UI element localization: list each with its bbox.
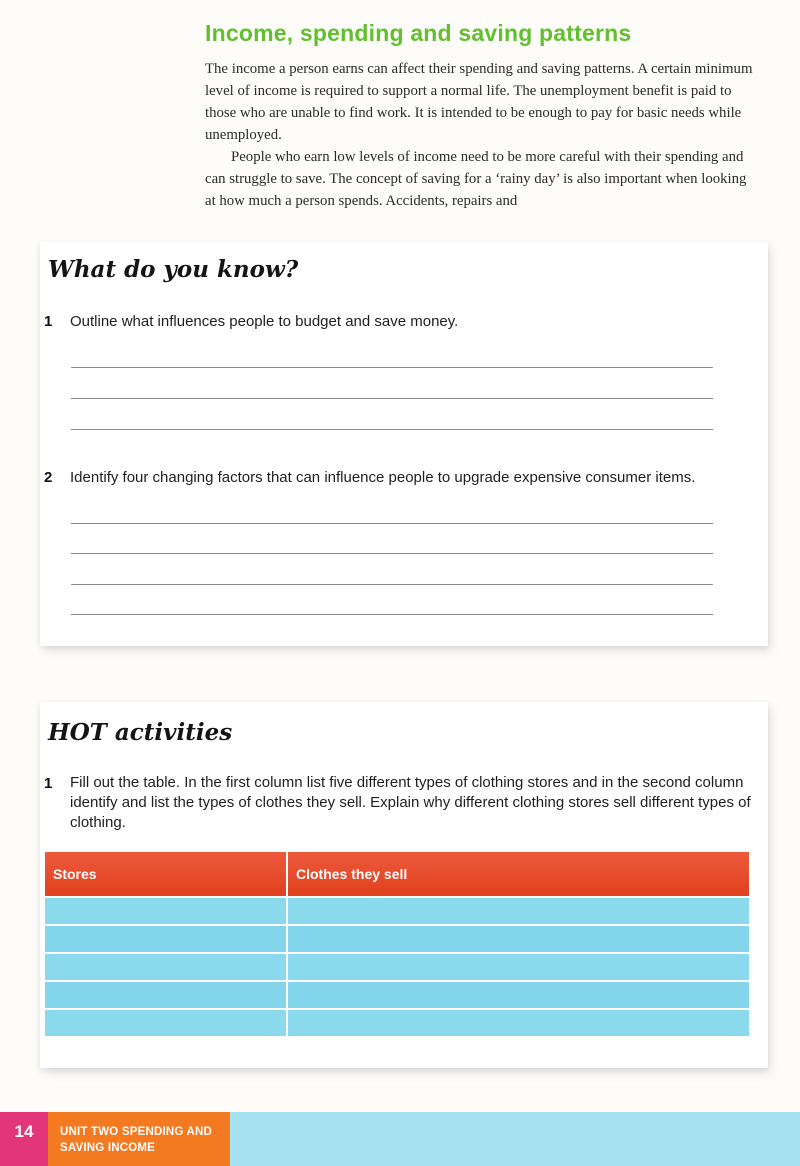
- answer-line[interactable]: [71, 584, 713, 585]
- paragraph: The income a person earns can affect their spending and saving patterns. A certain minimum level of income is required to support a normal life. The unemployment benefit is paid to those who are unable to find work. It is intended to be enough to pay for basic needs while unemployed.: [205, 61, 753, 143]
- store-cell[interactable]: [45, 1010, 288, 1036]
- question-text: Identify four changing factors that can influence people to upgrade expensive consumer items.: [70, 469, 696, 486]
- paragraph: People who earn low levels of income need to be more careful with their spending and can struggle to save. The concept of saving for a ‘rainy day’ is also important when looking at how much a person spends. Accidents, repairs and: [205, 149, 747, 209]
- answer-line[interactable]: [71, 429, 713, 430]
- question-number: 2: [44, 469, 53, 486]
- hot-activities-box: [40, 702, 768, 1068]
- unit-label-line: UNIT TWO SPENDING AND: [60, 1126, 212, 1138]
- section-heading: Income, spending and saving patterns: [205, 20, 632, 46]
- answer-line[interactable]: [71, 523, 713, 524]
- footer-band: [230, 1112, 800, 1166]
- store-cell[interactable]: [45, 926, 288, 952]
- table-header-clothes: Clothes they sell: [296, 866, 408, 882]
- unit-label-line: SAVING INCOME: [60, 1142, 156, 1154]
- page-footer: [0, 1112, 800, 1166]
- question-text: Fill out the table. In the first column list five different types of clothing stores and in the second column identify and list the types of clothes they sell. Explain why different clothing stores sell different types of clothing.: [70, 774, 751, 831]
- clothes-cell[interactable]: [288, 898, 749, 924]
- what-do-you-know-title: What do you know?: [48, 256, 299, 283]
- store-cell[interactable]: [45, 898, 288, 924]
- unit-label: [48, 1112, 230, 1166]
- body-text: [205, 58, 755, 212]
- clothes-cell[interactable]: [288, 982, 749, 1008]
- page-number: 14: [0, 1112, 48, 1166]
- hot-activities-title: HOT activities: [48, 719, 233, 746]
- clothes-cell[interactable]: [288, 954, 749, 980]
- table-row: [45, 926, 749, 952]
- question-number: 1: [44, 313, 53, 330]
- table-header-stores: Stores: [45, 852, 288, 896]
- table-row: [45, 1010, 749, 1036]
- answer-line[interactable]: [71, 398, 713, 399]
- answer-line[interactable]: [71, 367, 713, 368]
- table-body: [45, 898, 749, 1036]
- clothes-cell[interactable]: [288, 926, 749, 952]
- question-number: 1: [44, 775, 53, 792]
- answer-line[interactable]: [71, 553, 713, 554]
- store-cell[interactable]: [45, 982, 288, 1008]
- clothing-stores-table: [45, 852, 749, 1036]
- table-row: [45, 954, 749, 980]
- question-text: Outline what influences people to budget and save money.: [70, 313, 459, 330]
- table-row: [45, 898, 749, 924]
- answer-line[interactable]: [71, 614, 713, 615]
- table-row: [45, 982, 749, 1008]
- what-do-you-know-box: [40, 242, 768, 646]
- table-header-row: [45, 852, 749, 896]
- store-cell[interactable]: [45, 954, 288, 980]
- clothes-cell[interactable]: [288, 1010, 749, 1036]
